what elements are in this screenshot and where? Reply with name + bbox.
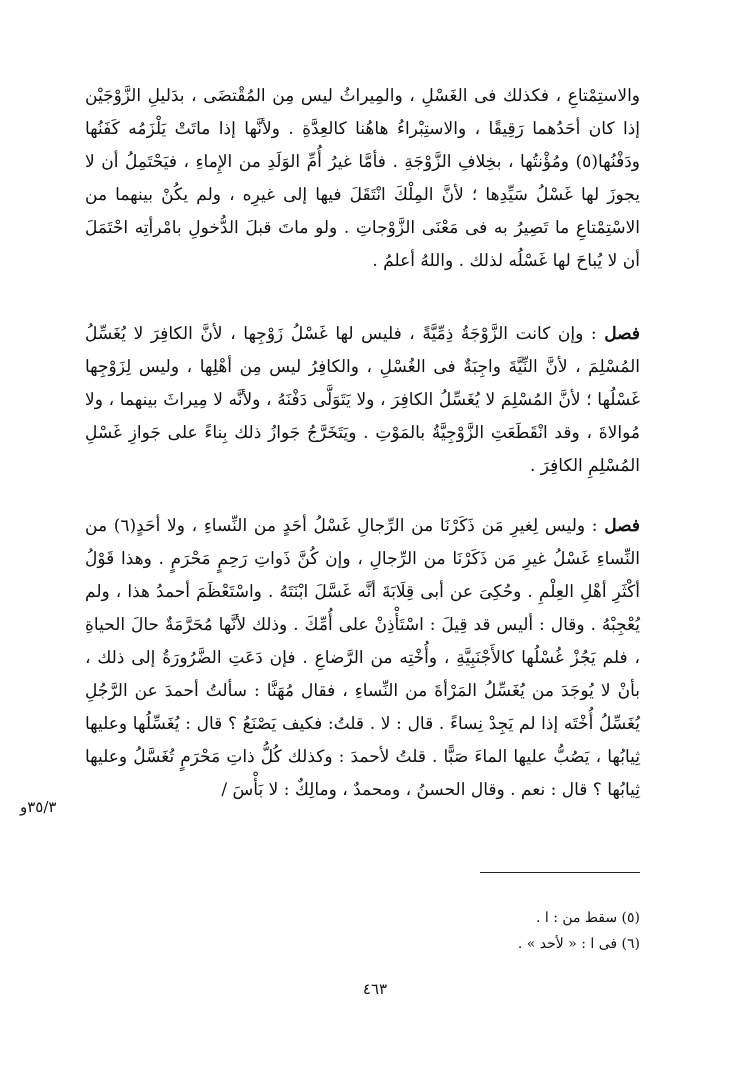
page-number: ٤٦٣ — [362, 980, 388, 998]
paragraph-3-text: : وليس لِغيرِ مَن ذَكَرْنَا من الرِّجالِ غَسْلُ أحَدٍ من النِّساءِ ، ولا أحَدٍ(٦) من النِّساءِ غَسْلُ غيرِ مَن ذَكَرْنَا من الرِّجالِ ، وإن كُنَّ ذَواتِ رَحِمٍ مَحْرَمٍ . وهذا قَوْلُ أكْثَرِ أهْلِ العِلْمِ . وحُكِىَ عن أبى قِلَابَةَ أنَّه غَسَّلَ ابْنَتَهُ . واسْتَعْظَمَ أحمدُ هذا ، ولم يُعْجِبْهُ . وقال : أليس قد قِيلَ : اسْتَأْذِنْ على أُمِّكَ . وذلك لأنَّها مُحَرَّمَةٌ حالَ الحياةِ ، فلم يَجُزْ غُسْلُها كالأَجْنَبِيَّةِ ، وأُخْتِه من الرَّضاعِ . فإن دَعَتِ الضَّرُورَةُ إلى ذلك ، بأنْ لا يُوجَدَ من يُغَسِّلُ المَرْأةَ من النِّساءِ ، فقال مُهَنَّا : سألتُ أحمدَ عن الرَّجُلِ يُغَسِّلُ أُخْتَه إذا لم يَجِدْ نِساءً . قال : لا . قلتُ: فكيف يَصْنَعُ ؟ قال : يُغَسِّلُها وعليها ثِيابُها ، يَصُبُّ عليها الماءَ صَبًّا . قلتُ لأحمدَ : وكذلك كُلُّ ذاتِ مَحْرَمٍ تُغَسَّلُ وعليها ثِيابُها ؟ قال : نعم . وقال الحسنُ ، ومحمدٌ ، ومالِكٌ : لا بَأْسَ / — [85, 516, 640, 800]
margin-folio-note: ٣٥/٣و — [20, 798, 57, 816]
paragraph-3 — [85, 510, 640, 807]
section-heading-fasl-1: فصل — [604, 324, 640, 344]
section-heading-fasl-2: فصل — [604, 516, 640, 536]
paragraph-2-text: : وإن كانت الزَّوْجَةُ ذِمِّيَّةً ، فليس لها غَسْلُ زَوْجِها ، لأنَّ الكافِرَ لا يُغَسِّلُ المُسْلِمَ ، لأنَّ النِّيَّةَ واجِبَةٌ فى الغُسْلِ ، والكافِرُ ليس مِن أهْلِها ، وليس لِزَوْجِها غَسْلُها ؛ لأنَّ المُسْلِمَ لا يُغَسِّلُ الكافِرَ ، ولا يَتَوَلَّى دَفْنَهُ ، ولأنَّه لا مِيراثَ بينهما ، ولا مُوالاةَ ، وقد انْقَطَعَتِ الزَّوْجِيَّةُ بالمَوْتِ . ويَتَخَرَّجُ جَوازُ ذلك بِناءً على جَوازِ غَسْلِ المُسْلِمِ الكافِرَ . — [85, 324, 640, 476]
paragraph-1-text: والاستِمْتاعِ ، فكذلك فى الغَسْلِ ، والمِيراثُ ليس مِن المُقْتضَى ، بدَليلِ الزَّوْجَيْن إذا كان أحَدُهما رَقِيقًا ، والاستِبْراءُ هاهُنا كالعِدَّةِ . ولأنَّها إذا ماتَتْ يَلْزَمُه كَفَنُها ودَفْنُها(٥) ومُؤْنتُها ، بخِلافِ الزَّوْجَةِ . فأمَّا غيرُ أُمِّ الوَلَدِ من الإِماءِ ، فيَحْتَمِلُ أن لا يجوزَ لها غَسْلُ سَيِّدِها ؛ لأنَّ المِلْكَ انْتَقَلَ فيها إلى غيرِه ، ولم يكُنْ بينهما من الاسْتِمْتاعِ ما تَصِيرُ به فى مَعْنَى الزَّوْجاتِ . ولو ماتَ قبلَ الدُّخولِ بامْرأتِه احْتَمَلَ أن لا يُباحَ لها غَسْلُه لذلك . واللهُ أعلمُ . — [85, 86, 640, 271]
footnote-separator — [480, 872, 640, 873]
paragraph-1 — [85, 80, 640, 278]
footnote-6: (٦) فى ا : « لأحد » . — [517, 936, 640, 952]
footnotes — [380, 905, 640, 957]
footnote-5: (٥) سقط من : ا . — [535, 910, 640, 926]
paragraph-2 — [85, 318, 640, 483]
